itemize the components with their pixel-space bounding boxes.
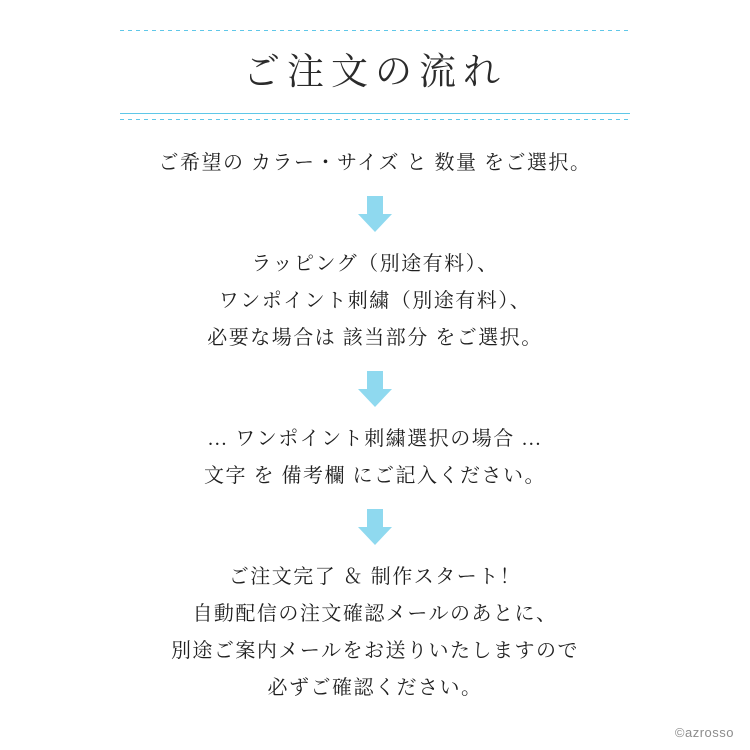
flow-step-2 <box>0 246 750 357</box>
arrow-1 <box>0 196 750 232</box>
flow-step-2-line-3: 必要な場合は 該当部分 をご選択。 <box>207 327 543 349</box>
flow-step-3-line-1: … ワンポイント刺繍選択の場合 … <box>207 428 543 450</box>
spacer-3 <box>0 357 750 371</box>
flow-step-2-line-2: ワンポイント刺繍（別途有料）、 <box>218 290 532 312</box>
flow-step-3-line-2: 文字 を 備考欄 にご記入ください。 <box>204 465 546 487</box>
flow-step-4 <box>0 559 750 707</box>
down-arrow-icon <box>358 509 392 545</box>
arrow-2 <box>0 371 750 407</box>
flow-step-4-line-1: ご注文完了 ＆ 制作スタート！ <box>228 566 522 588</box>
flow-step-3 <box>0 421 750 495</box>
arrow-3 <box>0 509 750 545</box>
spacer-4 <box>0 407 750 421</box>
page-title: ご注文の流れ <box>243 52 507 93</box>
flow-step-1-line-1: ご希望の カラー・サイズ と 数量 をご選択。 <box>158 152 592 174</box>
flow-step-4-line-4: 必ずご確認ください。 <box>267 677 483 699</box>
header-rule-bottom <box>120 119 630 120</box>
flow-step-4-line-2: 自動配信の注文確認メールのあとに、 <box>192 603 558 625</box>
header-block <box>120 30 630 120</box>
copyright-credit: ©azrosso <box>674 725 734 740</box>
order-flow <box>0 145 750 707</box>
spacer-1 <box>0 182 750 196</box>
spacer-6 <box>0 545 750 559</box>
flow-step-4-line-3: 別途ご案内メールをお送りいたしますので <box>170 640 580 662</box>
flow-step-1 <box>0 145 750 182</box>
flow-step-2-line-1: ラッピング（別途有料）、 <box>251 253 499 275</box>
spacer-2 <box>0 232 750 246</box>
spacer-5 <box>0 495 750 509</box>
down-arrow-icon <box>358 196 392 232</box>
down-arrow-icon <box>358 371 392 407</box>
